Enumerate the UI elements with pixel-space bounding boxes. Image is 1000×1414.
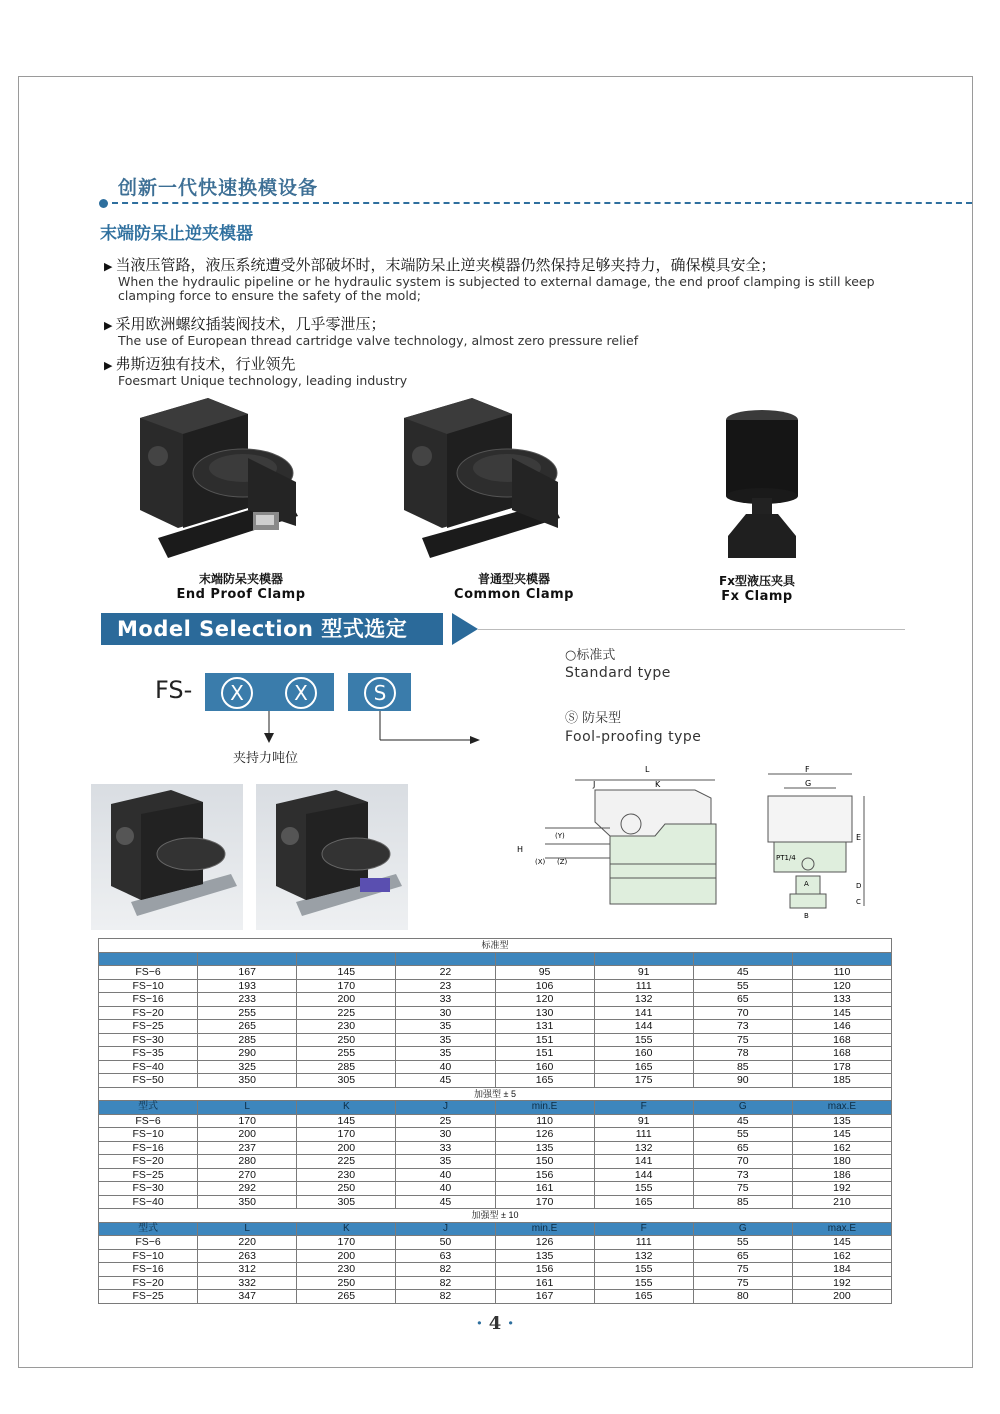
- product-name-en: Fx Clamp: [721, 589, 793, 604]
- table-cell: 22: [396, 966, 495, 980]
- fool-type-en: Fool-proofing type: [565, 729, 702, 745]
- table-cell: 91: [594, 966, 693, 980]
- table-cell: 250: [297, 1182, 396, 1196]
- section-title: 创新一代快速换模设备: [118, 177, 319, 199]
- table-cell: 130: [495, 1006, 594, 1020]
- table-cell: FS−35: [99, 1047, 198, 1061]
- table-cell: FS−6: [99, 1114, 198, 1128]
- table-cell: 150: [495, 1155, 594, 1169]
- table-cell: 160: [495, 1060, 594, 1074]
- table-header-cell: max.E: [792, 1222, 891, 1236]
- table-cell: 292: [198, 1182, 297, 1196]
- banner-arrow-icon: [452, 613, 478, 645]
- table-cell: 132: [594, 1141, 693, 1155]
- table-cell: 155: [594, 1276, 693, 1290]
- table-cell: FS−16: [99, 1141, 198, 1155]
- table-cell: 70: [693, 1006, 792, 1020]
- table-header-cell: [99, 952, 198, 966]
- table-cell: 237: [198, 1141, 297, 1155]
- table-cell: 145: [792, 1236, 891, 1250]
- standard-type-cn: ○标准式: [565, 648, 616, 663]
- table-cell: 40: [396, 1060, 495, 1074]
- table-cell: 55: [693, 1128, 792, 1142]
- table-cell: 175: [594, 1074, 693, 1088]
- table-row: [99, 1276, 892, 1290]
- table-cell: 133: [792, 993, 891, 1007]
- digit-x-icon: X: [285, 677, 317, 709]
- table-cell: 161: [495, 1182, 594, 1196]
- table-cell: 161: [495, 1276, 594, 1290]
- section-title-cell: 加强型 ± 5: [99, 1087, 892, 1101]
- pt-port-label: PT1/4: [776, 854, 796, 862]
- table-header-cell: L: [198, 1101, 297, 1115]
- table-cell: 73: [693, 1168, 792, 1182]
- clamp-photo: [91, 784, 243, 930]
- table-cell: 110: [792, 966, 891, 980]
- table-row: [99, 1195, 892, 1209]
- table-cell: 180: [792, 1155, 891, 1169]
- dim-C: C: [856, 898, 861, 906]
- dim-J: J: [593, 780, 596, 789]
- table-cell: 145: [297, 966, 396, 980]
- table-cell: 65: [693, 993, 792, 1007]
- table-cell: 265: [198, 1020, 297, 1034]
- digit-x-icon: X: [221, 677, 253, 709]
- table-cell: 200: [297, 1141, 396, 1155]
- feature-cn: ▶ 弗斯迈独有技术，行业领先: [104, 353, 904, 374]
- section-title-cell: 加强型 ± 10: [99, 1209, 892, 1223]
- table-cell: 132: [594, 993, 693, 1007]
- table-cell: 265: [297, 1290, 396, 1304]
- title-dot: [99, 199, 108, 208]
- table-cell: 45: [396, 1195, 495, 1209]
- table-header-row: [99, 952, 892, 966]
- page-number-text: 4: [488, 1313, 502, 1334]
- table-cell: 145: [297, 1114, 396, 1128]
- table-cell: 111: [594, 979, 693, 993]
- product-caption: [676, 572, 838, 604]
- table-cell: 55: [693, 979, 792, 993]
- table-header-cell: min.E: [495, 1101, 594, 1115]
- table-cell: FS−10: [99, 979, 198, 993]
- model-code-digits: [205, 673, 334, 711]
- table-cell: 63: [396, 1249, 495, 1263]
- table-cell: 111: [594, 1236, 693, 1250]
- table-cell: 106: [495, 979, 594, 993]
- table-cell: 162: [792, 1249, 891, 1263]
- dim-K: K: [655, 780, 661, 789]
- table-cell: 40: [396, 1168, 495, 1182]
- feature-en: The use of European thread cartridge valve technology, almost zero pressure relief: [118, 333, 639, 348]
- page-number: · 4 ·: [476, 1313, 514, 1334]
- table-cell: 250: [297, 1033, 396, 1047]
- table-cell: 70: [693, 1155, 792, 1169]
- table-cell: 23: [396, 979, 495, 993]
- table-row: [99, 1141, 892, 1155]
- table-cell: 80: [693, 1290, 792, 1304]
- table-cell: 170: [297, 1236, 396, 1250]
- product-name-cn: 末端防呆夹模器: [198, 572, 283, 586]
- table-cell: 250: [297, 1276, 396, 1290]
- code-pointer-arrows: [262, 711, 492, 747]
- table-cell: 233: [198, 993, 297, 1007]
- table-cell: 305: [297, 1074, 396, 1088]
- table-cell: 91: [594, 1114, 693, 1128]
- table-header-cell: J: [396, 1222, 495, 1236]
- table-cell: 25: [396, 1114, 495, 1128]
- table-cell: 178: [792, 1060, 891, 1074]
- table-cell: 40: [396, 1182, 495, 1196]
- table-cell: 78: [693, 1047, 792, 1061]
- table-cell: 165: [495, 1074, 594, 1088]
- table-cell: 225: [297, 1006, 396, 1020]
- table-cell: 135: [792, 1114, 891, 1128]
- table-cell: 131: [495, 1020, 594, 1034]
- table-cell: 200: [792, 1290, 891, 1304]
- feature-cn: ▶ 采用欧洲螺纹插装阀技术，几乎零泄压；: [104, 313, 904, 334]
- table-row: [99, 1033, 892, 1047]
- table-cell: 210: [792, 1195, 891, 1209]
- feature-item: [104, 353, 904, 388]
- table-cell: 35: [396, 1033, 495, 1047]
- table-cell: 332: [198, 1276, 297, 1290]
- table-cell: 280: [198, 1155, 297, 1169]
- table-header-cell: min.E: [495, 1222, 594, 1236]
- table-cell: 75: [693, 1263, 792, 1277]
- table-cell: 85: [693, 1060, 792, 1074]
- table-cell: 305: [297, 1195, 396, 1209]
- table-header-row: [99, 1222, 892, 1236]
- table-header-cell: F: [594, 1222, 693, 1236]
- table-cell: 165: [594, 1060, 693, 1074]
- table-cell: FS−25: [99, 1020, 198, 1034]
- table-row: [99, 1114, 892, 1128]
- title-dashed-rule: [112, 202, 972, 204]
- table-cell: 285: [297, 1060, 396, 1074]
- table-cell: 135: [495, 1141, 594, 1155]
- table-cell: 120: [495, 993, 594, 1007]
- dim-D: D: [856, 882, 862, 890]
- table-cell: 165: [594, 1195, 693, 1209]
- table-header-cell: max.E: [792, 1101, 891, 1115]
- table-cell: 65: [693, 1249, 792, 1263]
- table-row: [99, 1168, 892, 1182]
- table-cell: 230: [297, 1020, 396, 1034]
- table-cell: 167: [198, 966, 297, 980]
- table-cell: 146: [792, 1020, 891, 1034]
- table-cell: 192: [792, 1276, 891, 1290]
- table-cell: 200: [297, 1249, 396, 1263]
- table-header-cell: 型式: [99, 1222, 198, 1236]
- model-code-suffix: [348, 673, 411, 711]
- common-clamp-image: [402, 398, 562, 568]
- table-header-cell: [693, 952, 792, 966]
- product-name-cn: Fx型液压夹具: [719, 574, 795, 588]
- model-code-prefix: FS-: [155, 676, 193, 704]
- table-cell: 111: [594, 1128, 693, 1142]
- table-cell: 145: [792, 1128, 891, 1142]
- table-cell: FS−20: [99, 1006, 198, 1020]
- table-cell: 168: [792, 1033, 891, 1047]
- table-cell: 126: [495, 1236, 594, 1250]
- table-cell: 170: [297, 979, 396, 993]
- table-cell: 155: [594, 1263, 693, 1277]
- table-row: [99, 1182, 892, 1196]
- dim-H: H: [517, 845, 524, 854]
- table-header-cell: [396, 952, 495, 966]
- table-cell: 65: [693, 1141, 792, 1155]
- standard-type-en: Standard type: [565, 665, 671, 681]
- table-cell: 50: [396, 1236, 495, 1250]
- table-cell: FS−6: [99, 1236, 198, 1250]
- banner-rule: [478, 629, 905, 630]
- table-header-cell: [792, 952, 891, 966]
- table-cell: 184: [792, 1263, 891, 1277]
- table-row: [99, 966, 892, 980]
- table-cell: 350: [198, 1074, 297, 1088]
- table-cell: 186: [792, 1168, 891, 1182]
- table-cell: 312: [198, 1263, 297, 1277]
- table-cell: 350: [198, 1195, 297, 1209]
- table-row: [99, 1155, 892, 1169]
- table-cell: 200: [198, 1128, 297, 1142]
- table-cell: 82: [396, 1290, 495, 1304]
- side-view-drawing: [515, 760, 725, 910]
- dim-B: B: [804, 912, 809, 920]
- table-cell: 45: [396, 1074, 495, 1088]
- table-cell: 285: [198, 1033, 297, 1047]
- table-cell: FS−25: [99, 1290, 198, 1304]
- table-cell: FS−10: [99, 1128, 198, 1142]
- product-name-cn: 普通型夹模器: [477, 572, 550, 586]
- product-name-en: End Proof Clamp: [176, 587, 306, 602]
- table-row: [99, 1249, 892, 1263]
- table-cell: 75: [693, 1033, 792, 1047]
- table-cell: FS−16: [99, 993, 198, 1007]
- table-row: [99, 1047, 892, 1061]
- table-cell: 55: [693, 1236, 792, 1250]
- table-cell: 120: [792, 979, 891, 993]
- table-cell: 225: [297, 1155, 396, 1169]
- table-cell: 155: [594, 1182, 693, 1196]
- table-header-cell: G: [693, 1222, 792, 1236]
- table-cell: 170: [495, 1195, 594, 1209]
- spec-table: [98, 938, 892, 1304]
- table-row: [99, 1074, 892, 1088]
- front-view-drawing: [760, 766, 872, 926]
- table-cell: FS−25: [99, 1168, 198, 1182]
- table-cell: 168: [792, 1047, 891, 1061]
- product-subtitle: 末端防呆止逆夹模器: [100, 224, 253, 244]
- section-title-cell: 标准型: [99, 939, 892, 953]
- table-cell: FS−30: [99, 1033, 198, 1047]
- table-cell: 151: [495, 1047, 594, 1061]
- table-cell: 160: [594, 1047, 693, 1061]
- table-cell: 193: [198, 979, 297, 993]
- table-header-cell: G: [693, 1101, 792, 1115]
- table-row: [99, 1263, 892, 1277]
- table-cell: 145: [792, 1006, 891, 1020]
- table-cell: 33: [396, 993, 495, 1007]
- dim-Y: (Y): [555, 832, 565, 840]
- table-header-cell: [297, 952, 396, 966]
- feature-cn: ▶ 当液压管路，液压系统遭受外部破坏时，末端防呆止逆夹模器仍然保持足够夹持力，确保模具安全；: [104, 254, 904, 275]
- table-row: [99, 993, 892, 1007]
- table-header-cell: K: [297, 1101, 396, 1115]
- table-cell: 290: [198, 1047, 297, 1061]
- table-section-title: [99, 939, 892, 953]
- table-cell: 141: [594, 1155, 693, 1169]
- table-cell: 126: [495, 1128, 594, 1142]
- feature-item: [104, 313, 904, 348]
- table-cell: 156: [495, 1263, 594, 1277]
- table-cell: 35: [396, 1047, 495, 1061]
- table-cell: 167: [495, 1290, 594, 1304]
- table-header-cell: 型式: [99, 1101, 198, 1115]
- fx-clamp-image: [722, 406, 802, 566]
- end-proof-clamp-image: [138, 398, 300, 568]
- model-selection-banner: Model Selection 型式选定: [101, 613, 443, 645]
- table-cell: FS−30: [99, 1182, 198, 1196]
- dim-L: L: [645, 765, 650, 774]
- dim-G: G: [805, 779, 812, 788]
- table-cell: 30: [396, 1128, 495, 1142]
- table-cell: 33: [396, 1141, 495, 1155]
- table-cell: 325: [198, 1060, 297, 1074]
- table-header-cell: [594, 952, 693, 966]
- table-cell: 35: [396, 1020, 495, 1034]
- table-cell: 230: [297, 1168, 396, 1182]
- product-caption: [160, 570, 322, 602]
- table-cell: 110: [495, 1114, 594, 1128]
- product-caption: [433, 570, 595, 602]
- dim-X: (X): [535, 858, 546, 866]
- table-cell: 73: [693, 1020, 792, 1034]
- feature-en: Foesmart Unique technology, leading industry: [118, 373, 408, 388]
- table-cell: 45: [693, 1114, 792, 1128]
- dim-E: E: [856, 833, 862, 842]
- feature-item: [104, 254, 904, 303]
- table-cell: 85: [693, 1195, 792, 1209]
- table-cell: 82: [396, 1276, 495, 1290]
- table-header-cell: L: [198, 1222, 297, 1236]
- product-name-en: Common Clamp: [454, 587, 574, 602]
- spec-table-grid: [98, 938, 892, 1304]
- dim-Z: (Z): [557, 858, 568, 866]
- table-section-title: [99, 1087, 892, 1101]
- table-cell: 144: [594, 1168, 693, 1182]
- table-cell: 220: [198, 1236, 297, 1250]
- table-cell: 35: [396, 1155, 495, 1169]
- table-header-cell: [198, 952, 297, 966]
- tonnage-label: 夹持力吨位: [233, 751, 299, 766]
- table-cell: FS−20: [99, 1155, 198, 1169]
- table-cell: 95: [495, 966, 594, 980]
- table-header-row: [99, 1101, 892, 1115]
- table-cell: 347: [198, 1290, 297, 1304]
- table-cell: 45: [693, 966, 792, 980]
- table-cell: 170: [198, 1114, 297, 1128]
- table-cell: 255: [198, 1006, 297, 1020]
- table-cell: 82: [396, 1263, 495, 1277]
- table-cell: FS−6: [99, 966, 198, 980]
- table-cell: FS−40: [99, 1060, 198, 1074]
- dim-A: A: [804, 880, 809, 888]
- table-cell: 30: [396, 1006, 495, 1020]
- table-header-cell: F: [594, 1101, 693, 1115]
- table-row: [99, 1006, 892, 1020]
- table-cell: FS−40: [99, 1195, 198, 1209]
- table-cell: 155: [594, 1033, 693, 1047]
- table-header-cell: K: [297, 1222, 396, 1236]
- table-row: [99, 1060, 892, 1074]
- table-row: [99, 1290, 892, 1304]
- table-cell: 270: [198, 1168, 297, 1182]
- suffix-s-icon: S: [364, 677, 396, 709]
- table-cell: 165: [594, 1290, 693, 1304]
- feature-en: When the hydraulic pipeline or he hydraulic system is subjected to external damage, the end proof clamping is still keep clamping force to ensure the safety of the mold;: [118, 274, 875, 303]
- table-cell: 135: [495, 1249, 594, 1263]
- table-cell: 75: [693, 1182, 792, 1196]
- table-cell: 263: [198, 1249, 297, 1263]
- table-cell: 141: [594, 1006, 693, 1020]
- table-section-title: [99, 1209, 892, 1223]
- table-cell: 144: [594, 1020, 693, 1034]
- table-row: [99, 1128, 892, 1142]
- table-cell: FS−16: [99, 1263, 198, 1277]
- table-row: [99, 979, 892, 993]
- table-cell: FS−10: [99, 1249, 198, 1263]
- table-cell: 132: [594, 1249, 693, 1263]
- fool-type-cn: Ⓢ 防呆型: [565, 711, 622, 726]
- table-cell: FS−50: [99, 1074, 198, 1088]
- table-cell: 75: [693, 1276, 792, 1290]
- table-cell: 151: [495, 1033, 594, 1047]
- table-cell: 192: [792, 1182, 891, 1196]
- table-cell: 255: [297, 1047, 396, 1061]
- clamp-photo: [256, 784, 408, 930]
- table-header-cell: J: [396, 1101, 495, 1115]
- table-cell: 185: [792, 1074, 891, 1088]
- table-cell: FS−20: [99, 1276, 198, 1290]
- table-row: [99, 1236, 892, 1250]
- table-cell: 90: [693, 1074, 792, 1088]
- table-cell: 230: [297, 1263, 396, 1277]
- dim-F: F: [805, 766, 810, 774]
- table-cell: 162: [792, 1141, 891, 1155]
- table-row: [99, 1020, 892, 1034]
- table-header-cell: [495, 952, 594, 966]
- table-cell: 156: [495, 1168, 594, 1182]
- table-cell: 170: [297, 1128, 396, 1142]
- table-cell: 200: [297, 993, 396, 1007]
